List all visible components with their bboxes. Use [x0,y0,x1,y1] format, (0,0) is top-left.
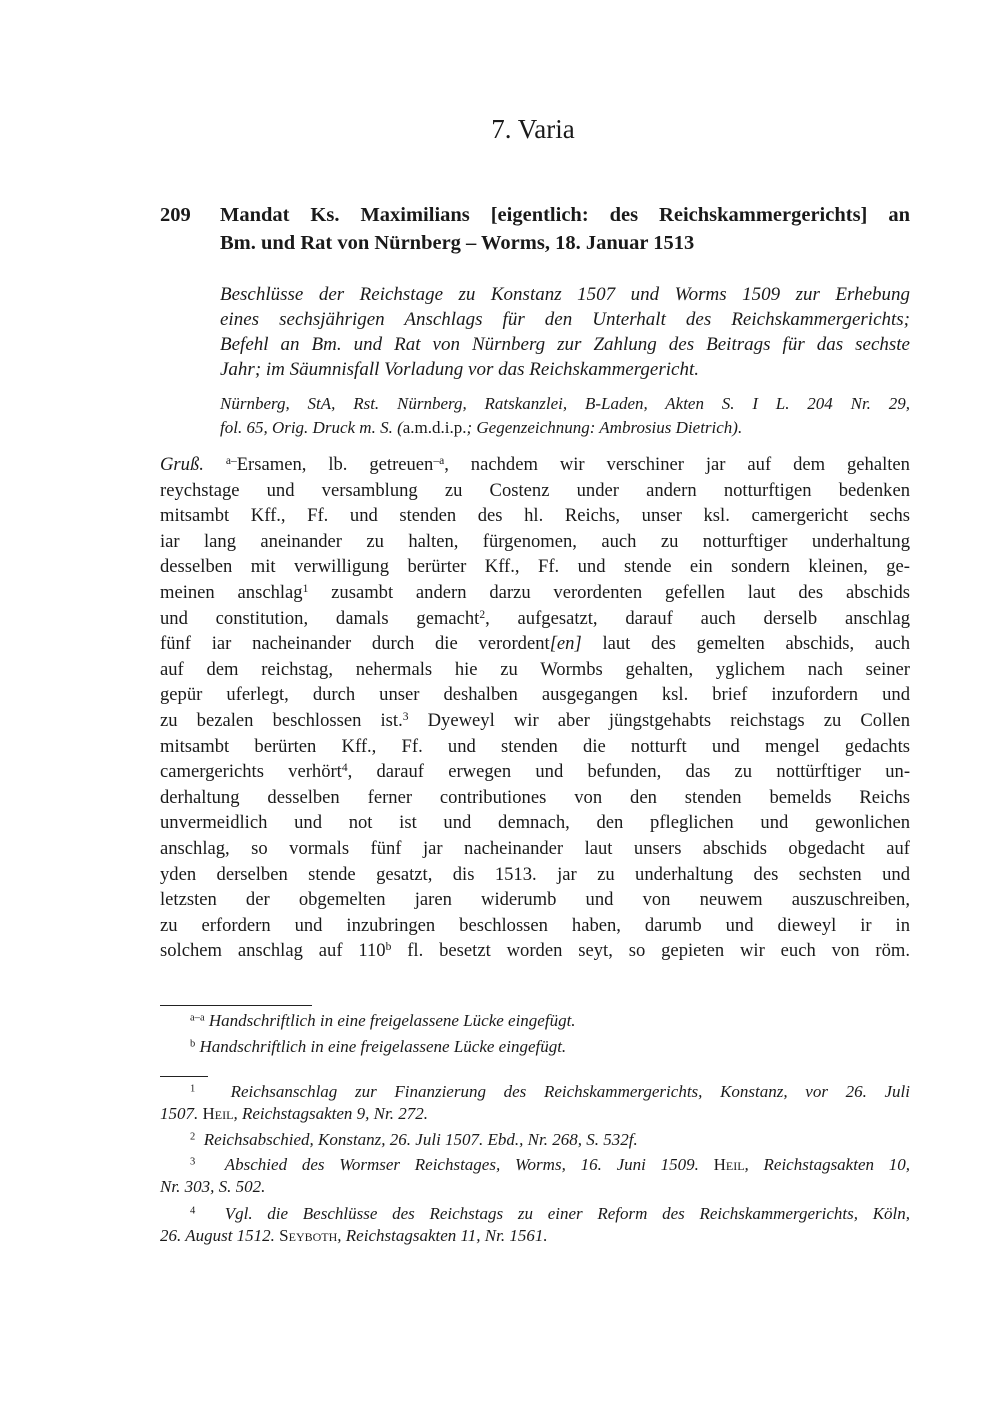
summary-line: Befehl an Bm. und Rat von Nürnberg zur Zahlung des Beitrags für das sechste [220,334,910,355]
footnote-author: Heil [202,1104,234,1123]
footnote-text: Vgl. die Beschlüsse des Reichstags zu einer Reform des Reichskammergerichts, Köln, [224,1204,911,1223]
section-title: 7. Varia [491,114,575,144]
body-line [160,940,910,966]
footnote-text: Abschied des Wormser Reichstages, Worms, 16. Juni 1509. [224,1155,699,1174]
footnote-2 [190,1130,638,1150]
summary-line: Beschlüsse der Reichstage zu Konstanz 1507 und Worms 1509 zur Erhebung [220,284,910,305]
footnote-text: Reichsabschied, Konstanz, 26. Juli 1507. Ebd., Nr. 268, S. 532f. [203,1130,638,1149]
body-text-segment: meinen anschlag [160,582,303,603]
body-text-segment: Gruß. [160,454,204,475]
body-line [160,608,910,634]
footnote-1 [160,1082,910,1124]
footnote-text: , Reichstagsakten 10, [744,1155,910,1174]
body-line [160,710,910,736]
footnote-reference: 3 [402,711,409,724]
document-heading-line: Mandat Ks. Maximilians [eigentlich: des Reichskammergerichts] an [220,204,910,226]
body-line [160,838,910,864]
body-text-segment: desselben mit verwilligung berürter Kff., Ff. und stende ein sondern kleinen, ge- [160,556,910,578]
footnote-3 [160,1155,910,1197]
source-line [220,418,910,438]
footnote-4 [160,1204,910,1246]
body-line [160,633,910,659]
body-line [160,761,910,787]
body-text-segment: fünf iar nacheinander durch die verordent [160,633,550,655]
body-line [160,812,910,838]
body-line [160,659,910,685]
note-mark: a–a [190,1012,205,1024]
footnote-text: Nr. 303, S. 502. [160,1177,266,1196]
footnote-mark: 2 [190,1131,196,1143]
body-line [160,454,910,480]
document-heading-line: Bm. und Rat von Nürnberg – Worms, 18. Januar 1513 [220,232,695,254]
footnote-divider [160,1076,208,1077]
footnote-mark: 3 [190,1156,196,1168]
footnote-text: , Reichstagsakten 9, Nr. 272. [233,1104,428,1123]
body-text-segment: iar lang aneinander zu halten, fürgenomen, auch zu notturftiger underhaltung [160,530,910,552]
body-line [160,889,910,915]
body-text-segment: [en] [549,633,582,655]
body-text-segment: solchem anschlag auf 110 [160,940,386,962]
body-text-segment: derhaltung desselben ferner contributiones von den stenden bemelds Reichs [160,786,910,808]
source-text: ; Gegenzeichnung: Ambrosius Dietrich). [466,418,743,437]
body-line [160,736,910,762]
footnote-text: 26. August 1512. [160,1226,275,1245]
footnote-mark: 1 [190,1083,196,1095]
body-text-segment: yden derselben stende gesatzt, dis 1513. jar zu underhaltung des sechsten und [160,863,910,885]
body-text-segment [204,454,226,475]
body-line [160,915,910,941]
footnote-divider [160,1005,312,1006]
footnote-text: , Reichstagsakten 11, Nr. 1561. [337,1226,548,1245]
footnote-reference: b [385,941,392,954]
body-text-segment: fl. besetzt worden seyt, so gepieten wir euch von röm. [391,940,910,962]
document-number: 209 [160,204,191,226]
body-text-segment: letzsten der obgemelten jaren widerumb und von neuwem auszuschreiben, [160,889,910,911]
text-note [190,1011,576,1031]
body-text-segment: auf dem reichstag, nehermals hie zu Wormbs gehalten, yglichem nach seiner [160,658,910,680]
footnote-mark: 4 [190,1205,196,1217]
note-text: Handschriftlich in eine freigelassene Lücke eingefügt. [208,1011,576,1030]
body-text-segment: mitsambt berürten Kff., Ff. und stenden die notturft und mengel gedachts [160,735,910,757]
body-text-segment: zu erfordern und inzubringen beschlossen haben, darumb und dieweyl ir in [160,914,910,936]
body-text-segment: und constitution, damals gemacht [160,607,480,629]
summary-line: eines sechsjährigen Anschlags für den Unterhalt des Reichskammergerichts; [220,309,910,330]
note-mark: b [190,1038,196,1050]
body-text-segment: Ersamen, lb. getreuen [236,454,434,475]
body-text-segment: , nachdem wir verschiner jar auf dem gehalten [444,454,910,475]
footnote-reference: a– [225,455,237,468]
body-line [160,556,910,582]
source-abbrev: a.m.d.i.p. [402,418,467,437]
body-text-segment: zusambt andern darzu verordenten gefellen laut des abschids [308,582,910,603]
body-text-segment: , darauf erwegen und befunden, das zu nottürftiger un- [347,761,911,783]
body-line [160,531,910,557]
body-text-segment: zu bezalen beschlossen ist. [160,710,403,731]
body-text-segment: Dyeweyl wir aber jüngstgehabts reichstags zu Collen [408,710,910,731]
body-text-segment: laut des gemelten abschids, auch [581,633,911,655]
footnote-reference: 4 [341,762,348,775]
source-text: fol. 65, Orig. Druck m. S. ( [220,418,403,437]
footnote-text: Reichsanschlag zur Finanzierung des Reichskammergerichts, Konstanz, vor 26. Juli [230,1082,911,1101]
body-text-segment: anschlag, so vormals fünf jar nacheinander laut unsers abschids obgedacht auf [160,838,910,859]
body-text-segment: reychstage und versamblung zu Costenz under andern notturftigen bedenken [160,479,910,501]
note-text: Handschriftlich in eine freigelassene Lücke eingefügt. [199,1037,567,1056]
summary-line: Jahr; im Säumnisfall Vorladung vor das Reichskammergericht. [220,359,699,380]
body-line [160,480,910,506]
body-line [160,864,910,890]
body-line [160,787,910,813]
footnote-reference: 1 [302,583,309,596]
footnote-author: Seyboth [279,1226,338,1245]
body-text-segment: , aufgesatzt, darauf auch derselb anschlag [485,607,911,629]
text-note [190,1037,566,1057]
footnote-author: Heil [713,1155,745,1174]
footnote-reference: –a [433,455,445,468]
body-text-segment: mitsambt Kff., Ff. und stenden des hl. Reichs, unser ksl. camergericht sechs [160,505,910,527]
body-text-segment: gepür uferlegt, durch unser deshalben ausgegangen ksl. brief inzufordern und [160,684,910,706]
body-line [160,582,910,608]
footnote-text: 1507. [160,1104,199,1123]
body-line [160,505,910,531]
body-text-segment: camergerichts verhört [160,761,342,783]
footnote-reference: 2 [479,608,486,621]
body-text-segment: unvermeidlich und not ist und demnach, den pfleglichen und gewonlichen [160,812,910,834]
body-line [160,684,910,710]
source-line: Nürnberg, StA, Rst. Nürnberg, Ratskanzlei, B-Laden, Akten S. I L. 204 Nr. 29, [220,394,910,413]
